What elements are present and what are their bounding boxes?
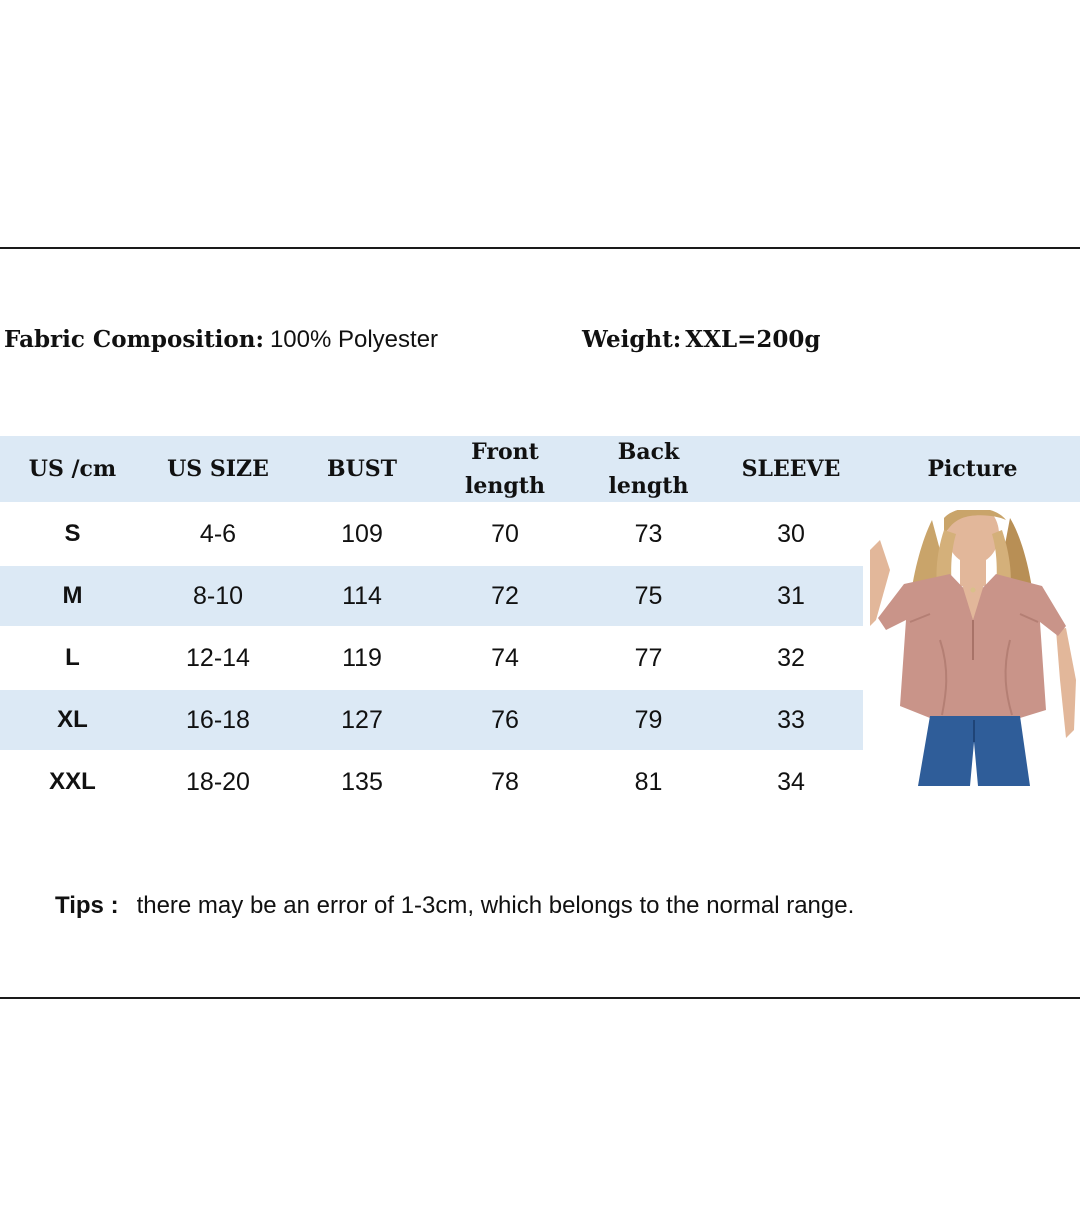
weight-info — [582, 326, 820, 354]
row-xxl-front: 78 — [491, 767, 519, 796]
row-xl-us-size: 16-18 — [186, 705, 250, 734]
row-l-bust: 119 — [342, 643, 382, 672]
row-xxl-back: 81 — [634, 767, 663, 796]
product-photo — [870, 510, 1078, 786]
header-front-line1: Front — [471, 439, 539, 465]
fabric-label: Fabric Composition: — [4, 326, 264, 353]
row-xl-back: 79 — [634, 705, 663, 734]
row-s-size: S — [64, 520, 81, 547]
blouse-model-illustration — [870, 510, 1078, 786]
bottom-divider — [0, 997, 1080, 999]
row-s-bust: 109 — [341, 519, 383, 548]
row-m-size: M — [62, 582, 83, 609]
row-xxl-us-size: 18-20 — [186, 767, 250, 796]
row-m-front: 72 — [491, 581, 519, 610]
row-m-sleeve: 31 — [777, 581, 805, 610]
weight-value: XXL=200g — [685, 326, 821, 353]
top-divider — [0, 247, 1080, 249]
header-bust: BUST — [326, 456, 398, 482]
tips-text: there may be an error of 1-3cm, which belongs to the normal range. — [136, 892, 855, 919]
row-l-sleeve: 32 — [777, 643, 805, 672]
row-m-bust: 114 — [342, 581, 382, 610]
header-sleeve: SLEEVE — [741, 456, 841, 482]
row-l-front: 74 — [491, 643, 519, 672]
fabric-value: 100% Polyester — [269, 326, 439, 353]
row-l-size: L — [65, 644, 80, 671]
row-xxl-sleeve: 34 — [777, 767, 805, 796]
tips-label: Tips : — [55, 892, 119, 919]
header-front-length — [433, 436, 577, 502]
tips-note — [55, 892, 854, 920]
header-picture: Picture — [927, 456, 1018, 482]
header-us-size: US SIZE — [167, 456, 269, 482]
row-s-front: 70 — [491, 519, 519, 548]
row-l-us-size: 12-14 — [186, 643, 250, 672]
row-s-us-size: 4-6 — [199, 519, 237, 548]
row-xxl-size: XXL — [49, 768, 96, 795]
fabric-composition — [4, 326, 438, 354]
header-back-line1: Back — [617, 439, 680, 465]
header-us-cm: US /cm — [28, 456, 117, 482]
header-front-line2: length — [465, 473, 545, 499]
header-back-length — [577, 436, 720, 502]
header-back-line2: length — [608, 473, 689, 499]
row-l-back: 77 — [634, 643, 663, 672]
row-s-sleeve: 30 — [777, 519, 805, 548]
row-xl-front: 76 — [491, 705, 519, 734]
row-m-back: 75 — [634, 581, 663, 610]
row-xl-size: XL — [57, 706, 88, 733]
row-m-us-size: 8-10 — [192, 581, 244, 610]
row-s-back: 73 — [634, 519, 663, 548]
row-xl-bust: 127 — [341, 705, 383, 734]
weight-label: Weight: — [582, 326, 682, 353]
row-xxl-bust: 135 — [341, 767, 383, 796]
row-xl-sleeve: 33 — [777, 705, 805, 734]
